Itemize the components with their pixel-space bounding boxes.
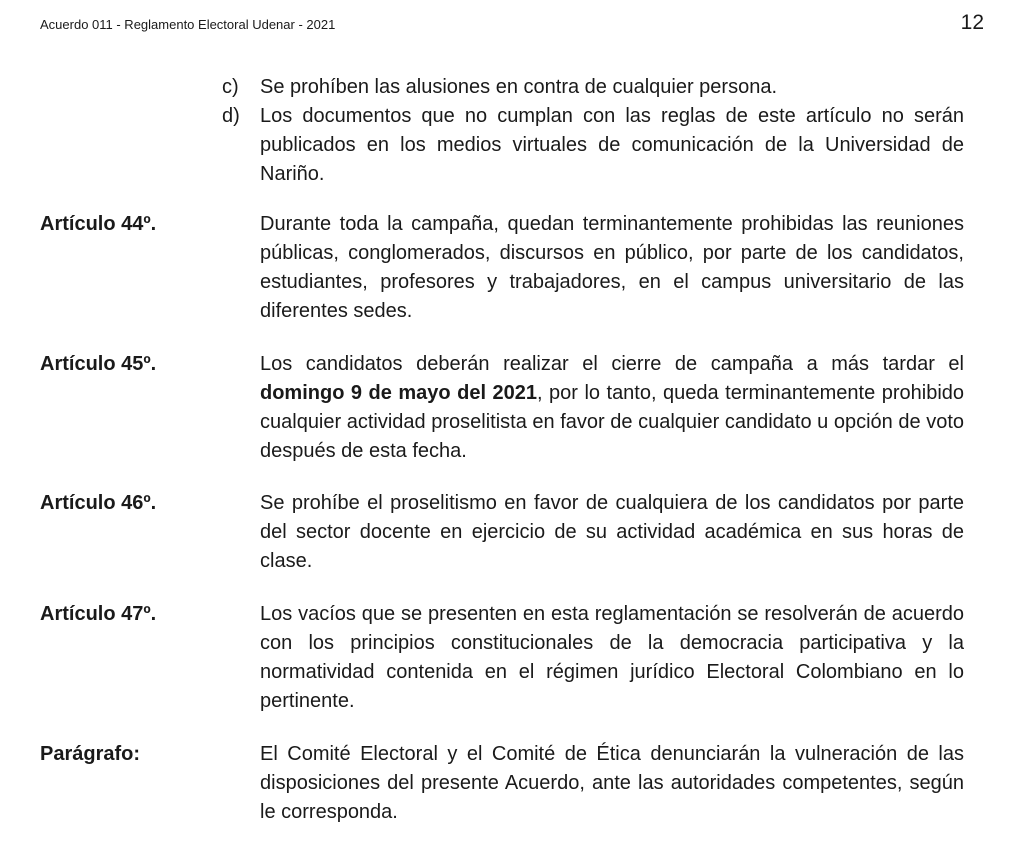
list-item-text: Se prohíben las alusiones en contra de cualquier persona. bbox=[260, 76, 778, 98]
article-44 bbox=[40, 210, 964, 326]
page-number: 12 bbox=[960, 11, 984, 34]
prohibitions-list bbox=[222, 73, 964, 189]
article-label: Artículo 47º. bbox=[40, 603, 157, 625]
list-marker: d) bbox=[222, 105, 240, 127]
article-text: El Comité Electoral y el Comité de Ética denunciarán la vulneración de las disposiciones del presente Acuerdo, ante las autoridades competentes, según le corresponda. bbox=[260, 743, 964, 823]
article-46 bbox=[40, 489, 964, 576]
paragrafo bbox=[40, 740, 964, 827]
article-label: Artículo 46º. bbox=[40, 492, 157, 514]
article-label: Artículo 44º. bbox=[40, 213, 157, 235]
list-marker: c) bbox=[222, 76, 239, 98]
article-text: Durante toda la campaña, quedan terminantemente prohibidas las reuniones públicas, conglomerados, discursos en público, por parte de los candidatos, estudiantes, profesores y trabajadores, en el campus universitario de las diferentes sedes. bbox=[260, 213, 964, 322]
article-text-part: Los candidatos deberán realizar el cierre de campaña a más tardar el bbox=[260, 353, 964, 375]
article-label: Parágrafo: bbox=[40, 743, 141, 765]
list-item bbox=[222, 102, 964, 189]
deadline-date: domingo 9 de mayo del 2021 bbox=[260, 382, 537, 404]
article-text bbox=[260, 350, 964, 466]
list-item bbox=[222, 73, 964, 102]
article-text: Los vacíos que se presenten en esta reglamentación se resolverán de acuerdo con los principios constitucionales de la democracia participativa y la normatividad contenida en el régimen jurídico Electoral Colombiano en lo pertinente. bbox=[260, 603, 964, 712]
article-text: Se prohíbe el proselitismo en favor de cualquiera de los candidatos por parte del sector docente en ejercicio de su actividad académica en sus horas de clase. bbox=[260, 492, 964, 572]
document-header: Acuerdo 011 - Reglamento Electoral Udenar - 2021 bbox=[40, 17, 336, 32]
article-47 bbox=[40, 600, 964, 716]
list-item-text: Los documentos que no cumplan con las reglas de este artículo no serán publicados en los medios virtuales de comunicación de la Universidad de Nariño. bbox=[260, 105, 964, 185]
article-text-part: , por lo tanto, queda terminantemente prohibido cualquier actividad proselitista en favor de cualquier candidato u opción de voto después de esta fecha. bbox=[260, 382, 965, 462]
article-45 bbox=[40, 350, 964, 466]
article-label: Artículo 45º. bbox=[40, 353, 157, 375]
